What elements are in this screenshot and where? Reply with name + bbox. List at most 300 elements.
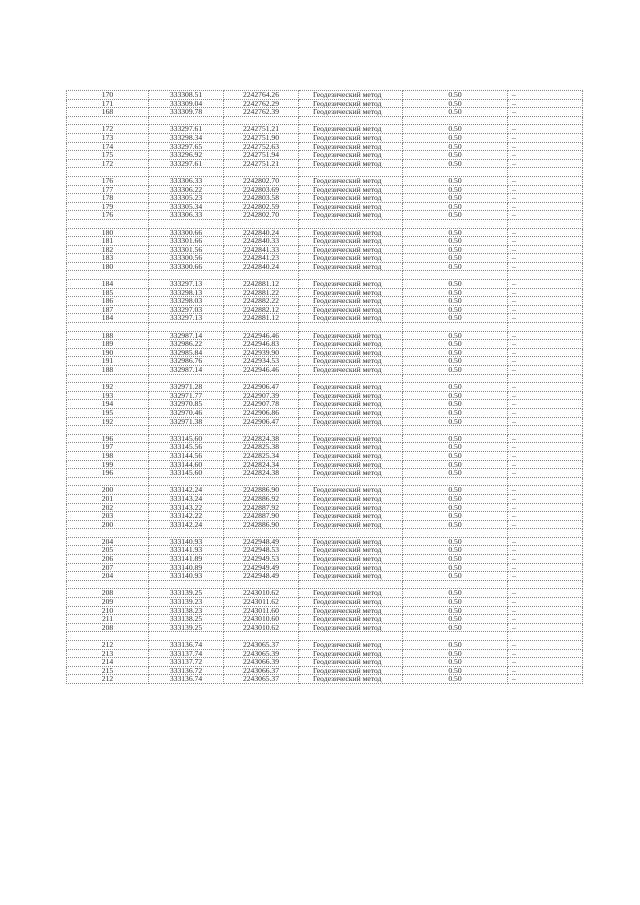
- x-coordinate-cell: 333136.72: [149, 666, 224, 675]
- y-coordinate-cell: 2243065.37: [224, 641, 299, 650]
- x-coordinate-cell: 333298.13: [149, 288, 224, 297]
- document-page: [66, 90, 582, 684]
- x-coordinate-cell: 333297.13: [149, 280, 224, 289]
- x-coordinate-cell: 333305.34: [149, 202, 224, 211]
- table-row: [67, 228, 583, 237]
- note-cell: –: [508, 675, 583, 684]
- y-coordinate-cell: 2242906.47: [224, 383, 299, 392]
- precision-cell: 0.50: [403, 151, 508, 160]
- note-cell: –: [508, 142, 583, 151]
- table-row: [67, 314, 583, 323]
- empty-cell: [149, 219, 224, 228]
- precision-cell: 0.50: [403, 280, 508, 289]
- point-number-cell: 196: [67, 434, 149, 443]
- note-cell: –: [508, 537, 583, 546]
- note-cell: –: [508, 658, 583, 667]
- table-row: [67, 469, 583, 478]
- table-row: [67, 460, 583, 469]
- point-number-cell: 170: [67, 91, 149, 100]
- method-cell: Геодезический метод: [299, 133, 403, 142]
- empty-cell: [508, 271, 583, 280]
- note-cell: –: [508, 194, 583, 203]
- y-coordinate-cell: 2243011.60: [224, 606, 299, 615]
- x-coordinate-cell: 332986.22: [149, 340, 224, 349]
- empty-cell: [299, 168, 403, 177]
- note-cell: –: [508, 400, 583, 409]
- x-coordinate-cell: 333301.56: [149, 245, 224, 254]
- method-cell: Геодезический метод: [299, 589, 403, 598]
- table-row: [67, 400, 583, 409]
- empty-cell: [299, 271, 403, 280]
- y-coordinate-cell: 2243065.37: [224, 675, 299, 684]
- table-row: [67, 383, 583, 392]
- method-cell: Геодезический метод: [299, 280, 403, 289]
- empty-cell: [403, 168, 508, 177]
- precision-cell: 0.50: [403, 572, 508, 581]
- table-row: [67, 202, 583, 211]
- point-number-cell: 177: [67, 185, 149, 194]
- y-coordinate-cell: 2242825.34: [224, 451, 299, 460]
- point-number-cell: 178: [67, 194, 149, 203]
- coordinates-table: [66, 90, 583, 684]
- table-row: [67, 606, 583, 615]
- table-row: [67, 194, 583, 203]
- precision-cell: 0.50: [403, 125, 508, 134]
- precision-cell: 0.50: [403, 451, 508, 460]
- empty-cell: [403, 632, 508, 641]
- point-number-cell: 207: [67, 563, 149, 572]
- point-number-cell: 183: [67, 254, 149, 263]
- method-cell: Геодезический метод: [299, 675, 403, 684]
- method-cell: Геодезический метод: [299, 348, 403, 357]
- y-coordinate-cell: 2242824.38: [224, 469, 299, 478]
- point-number-cell: 188: [67, 331, 149, 340]
- table-row: [67, 331, 583, 340]
- y-coordinate-cell: 2242751.21: [224, 159, 299, 168]
- method-cell: Геодезический метод: [299, 417, 403, 426]
- x-coordinate-cell: 333145.60: [149, 469, 224, 478]
- empty-cell: [67, 374, 149, 383]
- table-row: [67, 237, 583, 246]
- point-number-cell: 204: [67, 537, 149, 546]
- note-cell: –: [508, 211, 583, 220]
- method-cell: Геодезический метод: [299, 331, 403, 340]
- note-cell: –: [508, 245, 583, 254]
- note-cell: –: [508, 641, 583, 650]
- y-coordinate-cell: 2242949.53: [224, 555, 299, 564]
- table-row: [67, 348, 583, 357]
- point-number-cell: 210: [67, 606, 149, 615]
- empty-cell: [67, 168, 149, 177]
- point-number-cell: 168: [67, 108, 149, 117]
- table-row: [67, 91, 583, 100]
- method-cell: Геодезический метод: [299, 305, 403, 314]
- precision-cell: 0.50: [403, 288, 508, 297]
- empty-cell: [67, 580, 149, 589]
- note-cell: –: [508, 331, 583, 340]
- precision-cell: 0.50: [403, 159, 508, 168]
- point-number-cell: 194: [67, 400, 149, 409]
- point-number-cell: 213: [67, 649, 149, 658]
- point-number-cell: 189: [67, 340, 149, 349]
- empty-cell: [224, 632, 299, 641]
- x-coordinate-cell: 333145.60: [149, 434, 224, 443]
- empty-cell: [224, 374, 299, 383]
- precision-cell: 0.50: [403, 391, 508, 400]
- table-row: [67, 555, 583, 564]
- table-row: [67, 666, 583, 675]
- point-number-cell: 192: [67, 383, 149, 392]
- method-cell: Геодезический метод: [299, 641, 403, 650]
- empty-cell: [149, 116, 224, 125]
- empty-cell: [403, 116, 508, 125]
- precision-cell: 0.50: [403, 297, 508, 306]
- y-coordinate-cell: 2243010.62: [224, 589, 299, 598]
- precision-cell: 0.50: [403, 666, 508, 675]
- note-cell: –: [508, 383, 583, 392]
- coordinates-table-body: [67, 91, 583, 684]
- x-coordinate-cell: 332970.46: [149, 408, 224, 417]
- note-cell: –: [508, 443, 583, 452]
- x-coordinate-cell: 333297.65: [149, 142, 224, 151]
- x-coordinate-cell: 333306.22: [149, 185, 224, 194]
- method-cell: Геодезический метод: [299, 649, 403, 658]
- empty-cell: [149, 271, 224, 280]
- table-row: [67, 486, 583, 495]
- x-coordinate-cell: 332971.77: [149, 391, 224, 400]
- method-cell: Геодезический метод: [299, 408, 403, 417]
- precision-cell: 0.50: [403, 185, 508, 194]
- y-coordinate-cell: 2242946.46: [224, 366, 299, 375]
- x-coordinate-cell: 332987.14: [149, 366, 224, 375]
- point-number-cell: 196: [67, 469, 149, 478]
- point-number-cell: 195: [67, 408, 149, 417]
- empty-cell: [508, 580, 583, 589]
- precision-cell: 0.50: [403, 546, 508, 555]
- group-separator-row: [67, 529, 583, 538]
- group-separator-row: [67, 116, 583, 125]
- x-coordinate-cell: 333144.56: [149, 451, 224, 460]
- y-coordinate-cell: 2242882.12: [224, 305, 299, 314]
- method-cell: Геодезический метод: [299, 108, 403, 117]
- group-separator-row: [67, 271, 583, 280]
- empty-cell: [149, 426, 224, 435]
- point-number-cell: 199: [67, 460, 149, 469]
- table-row: [67, 288, 583, 297]
- table-row: [67, 108, 583, 117]
- method-cell: Геодезический метод: [299, 666, 403, 675]
- point-number-cell: 212: [67, 641, 149, 650]
- method-cell: Геодезический метод: [299, 297, 403, 306]
- precision-cell: 0.50: [403, 331, 508, 340]
- x-coordinate-cell: 333305.23: [149, 194, 224, 203]
- x-coordinate-cell: 333142.22: [149, 512, 224, 521]
- point-number-cell: 181: [67, 237, 149, 246]
- note-cell: –: [508, 572, 583, 581]
- table-row: [67, 262, 583, 271]
- y-coordinate-cell: 2242824.34: [224, 460, 299, 469]
- table-row: [67, 280, 583, 289]
- note-cell: –: [508, 494, 583, 503]
- empty-cell: [224, 529, 299, 538]
- precision-cell: 0.50: [403, 408, 508, 417]
- table-row: [67, 254, 583, 263]
- table-row: [67, 408, 583, 417]
- point-number-cell: 186: [67, 297, 149, 306]
- note-cell: –: [508, 151, 583, 160]
- empty-cell: [224, 580, 299, 589]
- method-cell: Геодезический метод: [299, 486, 403, 495]
- point-number-cell: 176: [67, 211, 149, 220]
- precision-cell: 0.50: [403, 641, 508, 650]
- y-coordinate-cell: 2243066.37: [224, 666, 299, 675]
- x-coordinate-cell: 333309.78: [149, 108, 224, 117]
- note-cell: –: [508, 417, 583, 426]
- precision-cell: 0.50: [403, 512, 508, 521]
- x-coordinate-cell: 333141.89: [149, 555, 224, 564]
- y-coordinate-cell: 2242803.69: [224, 185, 299, 194]
- method-cell: Геодезический метод: [299, 555, 403, 564]
- note-cell: –: [508, 340, 583, 349]
- y-coordinate-cell: 2242886.92: [224, 494, 299, 503]
- point-number-cell: 180: [67, 228, 149, 237]
- method-cell: Геодезический метод: [299, 623, 403, 632]
- x-coordinate-cell: 333137.72: [149, 658, 224, 667]
- point-number-cell: 212: [67, 675, 149, 684]
- method-cell: Геодезический метод: [299, 254, 403, 263]
- method-cell: Геодезический метод: [299, 125, 403, 134]
- point-number-cell: 172: [67, 125, 149, 134]
- point-number-cell: 200: [67, 486, 149, 495]
- group-separator-row: [67, 168, 583, 177]
- empty-cell: [67, 477, 149, 486]
- y-coordinate-cell: 2242751.21: [224, 125, 299, 134]
- note-cell: –: [508, 280, 583, 289]
- x-coordinate-cell: 333297.13: [149, 314, 224, 323]
- empty-cell: [224, 271, 299, 280]
- method-cell: Геодезический метод: [299, 443, 403, 452]
- note-cell: –: [508, 108, 583, 117]
- point-number-cell: 172: [67, 159, 149, 168]
- empty-cell: [299, 426, 403, 435]
- precision-cell: 0.50: [403, 675, 508, 684]
- y-coordinate-cell: 2243066.39: [224, 658, 299, 667]
- method-cell: Геодезический метод: [299, 151, 403, 160]
- note-cell: –: [508, 546, 583, 555]
- x-coordinate-cell: 333139.25: [149, 589, 224, 598]
- method-cell: Геодезический метод: [299, 400, 403, 409]
- y-coordinate-cell: 2242948.49: [224, 572, 299, 581]
- note-cell: –: [508, 391, 583, 400]
- empty-cell: [149, 374, 224, 383]
- empty-cell: [508, 219, 583, 228]
- empty-cell: [403, 426, 508, 435]
- empty-cell: [67, 271, 149, 280]
- y-coordinate-cell: 2242906.47: [224, 417, 299, 426]
- y-coordinate-cell: 2242751.90: [224, 133, 299, 142]
- table-row: [67, 537, 583, 546]
- y-coordinate-cell: 2242840.33: [224, 237, 299, 246]
- x-coordinate-cell: 333297.61: [149, 159, 224, 168]
- precision-cell: 0.50: [403, 262, 508, 271]
- y-coordinate-cell: 2242841.23: [224, 254, 299, 263]
- note-cell: –: [508, 125, 583, 134]
- precision-cell: 0.50: [403, 305, 508, 314]
- empty-cell: [67, 632, 149, 641]
- method-cell: Геодезический метод: [299, 512, 403, 521]
- precision-cell: 0.50: [403, 228, 508, 237]
- y-coordinate-cell: 2242764.26: [224, 91, 299, 100]
- table-row: [67, 133, 583, 142]
- empty-cell: [224, 168, 299, 177]
- group-separator-row: [67, 580, 583, 589]
- note-cell: –: [508, 606, 583, 615]
- x-coordinate-cell: 333306.33: [149, 211, 224, 220]
- note-cell: –: [508, 305, 583, 314]
- table-row: [67, 391, 583, 400]
- note-cell: –: [508, 623, 583, 632]
- point-number-cell: 193: [67, 391, 149, 400]
- precision-cell: 0.50: [403, 606, 508, 615]
- precision-cell: 0.50: [403, 245, 508, 254]
- x-coordinate-cell: 333300.66: [149, 228, 224, 237]
- method-cell: Геодезический метод: [299, 469, 403, 478]
- empty-cell: [403, 219, 508, 228]
- x-coordinate-cell: 333306.33: [149, 176, 224, 185]
- empty-cell: [299, 323, 403, 332]
- precision-cell: 0.50: [403, 469, 508, 478]
- empty-cell: [67, 529, 149, 538]
- note-cell: –: [508, 486, 583, 495]
- point-number-cell: 206: [67, 555, 149, 564]
- point-number-cell: 200: [67, 520, 149, 529]
- note-cell: –: [508, 563, 583, 572]
- y-coordinate-cell: 2242840.24: [224, 228, 299, 237]
- table-row: [67, 503, 583, 512]
- note-cell: –: [508, 615, 583, 624]
- empty-cell: [67, 116, 149, 125]
- empty-cell: [67, 219, 149, 228]
- y-coordinate-cell: 2242752.63: [224, 142, 299, 151]
- method-cell: Геодезический метод: [299, 434, 403, 443]
- empty-cell: [508, 632, 583, 641]
- precision-cell: 0.50: [403, 615, 508, 624]
- y-coordinate-cell: 2242881.22: [224, 288, 299, 297]
- method-cell: Геодезический метод: [299, 237, 403, 246]
- note-cell: –: [508, 469, 583, 478]
- method-cell: Геодезический метод: [299, 288, 403, 297]
- x-coordinate-cell: 333140.93: [149, 572, 224, 581]
- method-cell: Геодезический метод: [299, 546, 403, 555]
- empty-cell: [299, 116, 403, 125]
- table-row: [67, 658, 583, 667]
- precision-cell: 0.50: [403, 589, 508, 598]
- method-cell: Геодезический метод: [299, 537, 403, 546]
- precision-cell: 0.50: [403, 108, 508, 117]
- x-coordinate-cell: 333297.61: [149, 125, 224, 134]
- precision-cell: 0.50: [403, 366, 508, 375]
- method-cell: Геодезический метод: [299, 211, 403, 220]
- table-row: [67, 520, 583, 529]
- x-coordinate-cell: 333141.93: [149, 546, 224, 555]
- empty-cell: [299, 374, 403, 383]
- empty-cell: [224, 477, 299, 486]
- method-cell: Геодезический метод: [299, 658, 403, 667]
- x-coordinate-cell: 333308.51: [149, 91, 224, 100]
- method-cell: Геодезический метод: [299, 357, 403, 366]
- method-cell: Геодезический метод: [299, 391, 403, 400]
- note-cell: –: [508, 503, 583, 512]
- table-row: [67, 417, 583, 426]
- precision-cell: 0.50: [403, 443, 508, 452]
- precision-cell: 0.50: [403, 194, 508, 203]
- y-coordinate-cell: 2242948.53: [224, 546, 299, 555]
- x-coordinate-cell: 332970.85: [149, 400, 224, 409]
- note-cell: –: [508, 202, 583, 211]
- table-row: [67, 245, 583, 254]
- point-number-cell: 180: [67, 262, 149, 271]
- group-separator-row: [67, 323, 583, 332]
- table-row: [67, 675, 583, 684]
- y-coordinate-cell: 2242881.12: [224, 280, 299, 289]
- y-coordinate-cell: 2243010.60: [224, 615, 299, 624]
- y-coordinate-cell: 2243011.62: [224, 598, 299, 607]
- table-row: [67, 443, 583, 452]
- note-cell: –: [508, 408, 583, 417]
- x-coordinate-cell: 332971.38: [149, 417, 224, 426]
- y-coordinate-cell: 2243065.39: [224, 649, 299, 658]
- note-cell: –: [508, 512, 583, 521]
- note-cell: –: [508, 589, 583, 598]
- point-number-cell: 174: [67, 142, 149, 151]
- y-coordinate-cell: 2242762.29: [224, 99, 299, 108]
- empty-cell: [299, 632, 403, 641]
- point-number-cell: 184: [67, 314, 149, 323]
- method-cell: Геодезический метод: [299, 460, 403, 469]
- empty-cell: [508, 323, 583, 332]
- x-coordinate-cell: 333140.93: [149, 537, 224, 546]
- x-coordinate-cell: 333298.03: [149, 297, 224, 306]
- method-cell: Геодезический метод: [299, 520, 403, 529]
- method-cell: Геодезический метод: [299, 494, 403, 503]
- note-cell: –: [508, 666, 583, 675]
- method-cell: Геодезический метод: [299, 615, 403, 624]
- precision-cell: 0.50: [403, 486, 508, 495]
- precision-cell: 0.50: [403, 211, 508, 220]
- empty-cell: [403, 323, 508, 332]
- empty-cell: [508, 374, 583, 383]
- point-number-cell: 209: [67, 598, 149, 607]
- precision-cell: 0.50: [403, 133, 508, 142]
- empty-cell: [67, 426, 149, 435]
- note-cell: –: [508, 348, 583, 357]
- precision-cell: 0.50: [403, 202, 508, 211]
- x-coordinate-cell: 333309.04: [149, 99, 224, 108]
- precision-cell: 0.50: [403, 555, 508, 564]
- method-cell: Геодезический метод: [299, 99, 403, 108]
- table-row: [67, 546, 583, 555]
- method-cell: Геодезический метод: [299, 314, 403, 323]
- x-coordinate-cell: 332971.28: [149, 383, 224, 392]
- precision-cell: 0.50: [403, 503, 508, 512]
- y-coordinate-cell: 2242886.90: [224, 486, 299, 495]
- y-coordinate-cell: 2242949.49: [224, 563, 299, 572]
- y-coordinate-cell: 2242939.90: [224, 348, 299, 357]
- note-cell: –: [508, 649, 583, 658]
- precision-cell: 0.50: [403, 434, 508, 443]
- method-cell: Геодезический метод: [299, 451, 403, 460]
- point-number-cell: 208: [67, 589, 149, 598]
